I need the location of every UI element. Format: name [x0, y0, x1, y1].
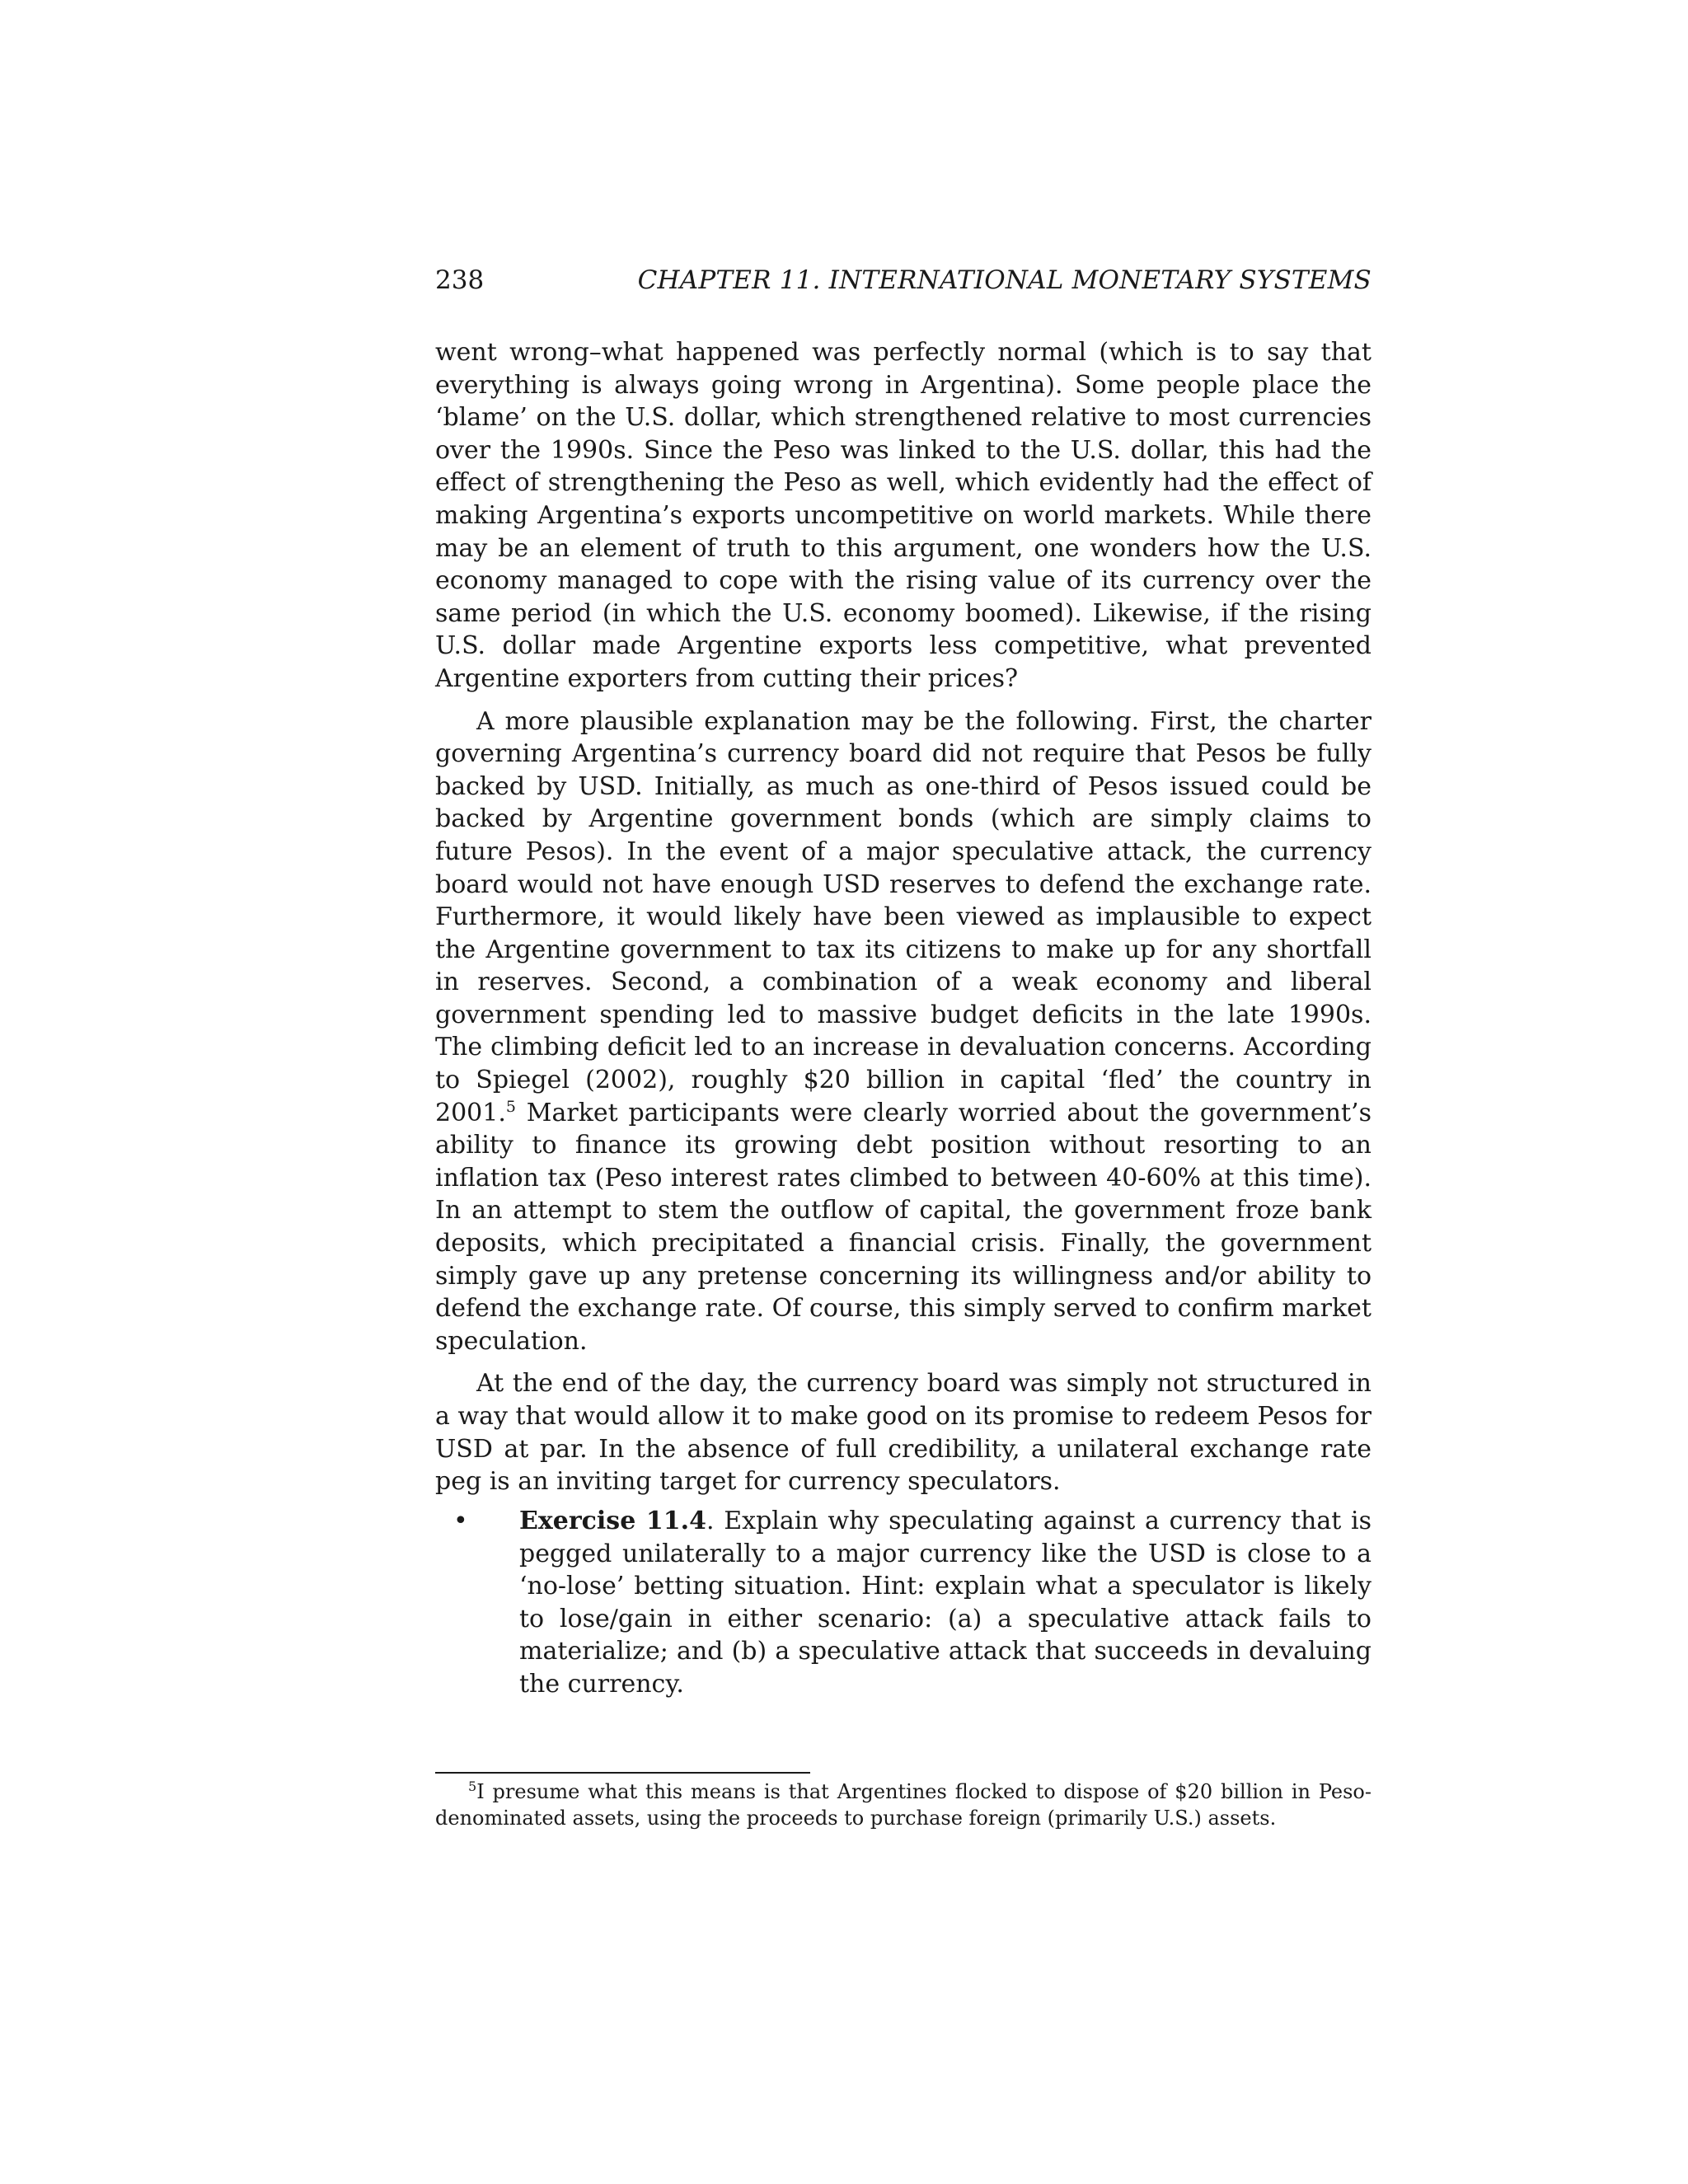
- footnote: [435, 1779, 1372, 1831]
- exercise-text: . Explain why speculating against a currency that is pegged unilaterally to a major currency like the USD is close to a ‘no-lose’ betting situation. Hint: explain what a speculator is likely to lose/gain in either scenario: (a) a speculative attack fails to materialize; and (b) a speculative attack that succeeds in devaluing the currency.: [519, 1507, 1372, 1699]
- running-title: CHAPTER 11. INTERNATIONAL MONETARY SYSTEMS: [637, 265, 1372, 295]
- footnote-reference[interactable]: 5: [505, 1097, 516, 1116]
- main-text: [435, 336, 1372, 1508]
- paragraph-2-text-after-note: Market participants were clearly worried about the government’s ability to finance its growing debt position without resorting to an inflation tax (Peso interest rates climbed to between 40-60% at this time). In an attempt to stem the outflow of capital, the government froze bank deposits, which precipitated a financial crisis. Finally, the government simply gave up any pretense concerning its willingness and/or ability to defend the exchange rate. Of course, this simply served to confirm market speculation.: [435, 1098, 1372, 1356]
- paragraph-2-text-before-note: A more plausible explanation may be the following. First, the charter governing Argentina’s currency board did not require that Pesos be fully backed by USD. Initially, as much as one-third of Pesos issued could be backed by Argentine government bonds (which are simply claims to future Pesos). In the event of a major speculative attack, the currency board would not have enough USD reserves to defend the exchange rate. Furthermore, it would likely have been viewed as implausible to expect the Argentine government to tax its citizens to make up for any shortfall in reserves. Second, a combination of a weak economy and liberal government spending led to massive budget deficits in the late 1990s. The climbing deficit led to an increase in devaluation concerns. According to Spiegel (2002), roughly $20 billion in capital ‘fled’ the country in 2001.: [435, 706, 1372, 1127]
- page-header: [435, 262, 1372, 298]
- footnote-body: [435, 1779, 1372, 1831]
- exercise-item: [435, 1505, 1372, 1701]
- footnote-mark: 5: [468, 1779, 477, 1794]
- bullet-icon: •: [453, 1507, 468, 1535]
- footnote-text: I presume what this means is that Argentines flocked to dispose of $20 billion in Peso-denominated assets, using the proceeds to purchase foreign (primarily U.S.) assets.: [435, 1780, 1372, 1830]
- paragraph-2: [435, 705, 1372, 1358]
- exercise-list: [435, 1505, 1372, 1701]
- paragraph-1: went wrong–what happened was perfectly normal (which is to say that everything is always going wrong in Argentina). Some people place the ‘blame’ on the U.S. dollar, which strengthened relative to most currencies over the 1990s. Since the Peso was linked to the U.S. dollar, this had the effect of strengthening the Peso as well, which evidently had the effect of making Argentina’s exports uncompetitive on world markets. While there may be an element of truth to this argument, one wonders how the U.S. economy managed to cope with the rising value of its currency over the same period (in which the U.S. economy boomed). Likewise, if the rising U.S. dollar made Argentine exports less competitive, what prevented Argentine exporters from cutting their prices?: [435, 338, 1372, 693]
- page-number: 238: [435, 265, 485, 295]
- exercise-label: Exercise 11.4: [519, 1507, 706, 1535]
- paragraph-3: At the end of the day, the currency board was simply not structured in a way that would allow it to make good on its promise to redeem Pesos for USD at par. In the absence of full credibility, a unilateral exchange rate peg is an inviting target for currency speculators.: [435, 1369, 1372, 1497]
- footnote-divider: [435, 1772, 810, 1774]
